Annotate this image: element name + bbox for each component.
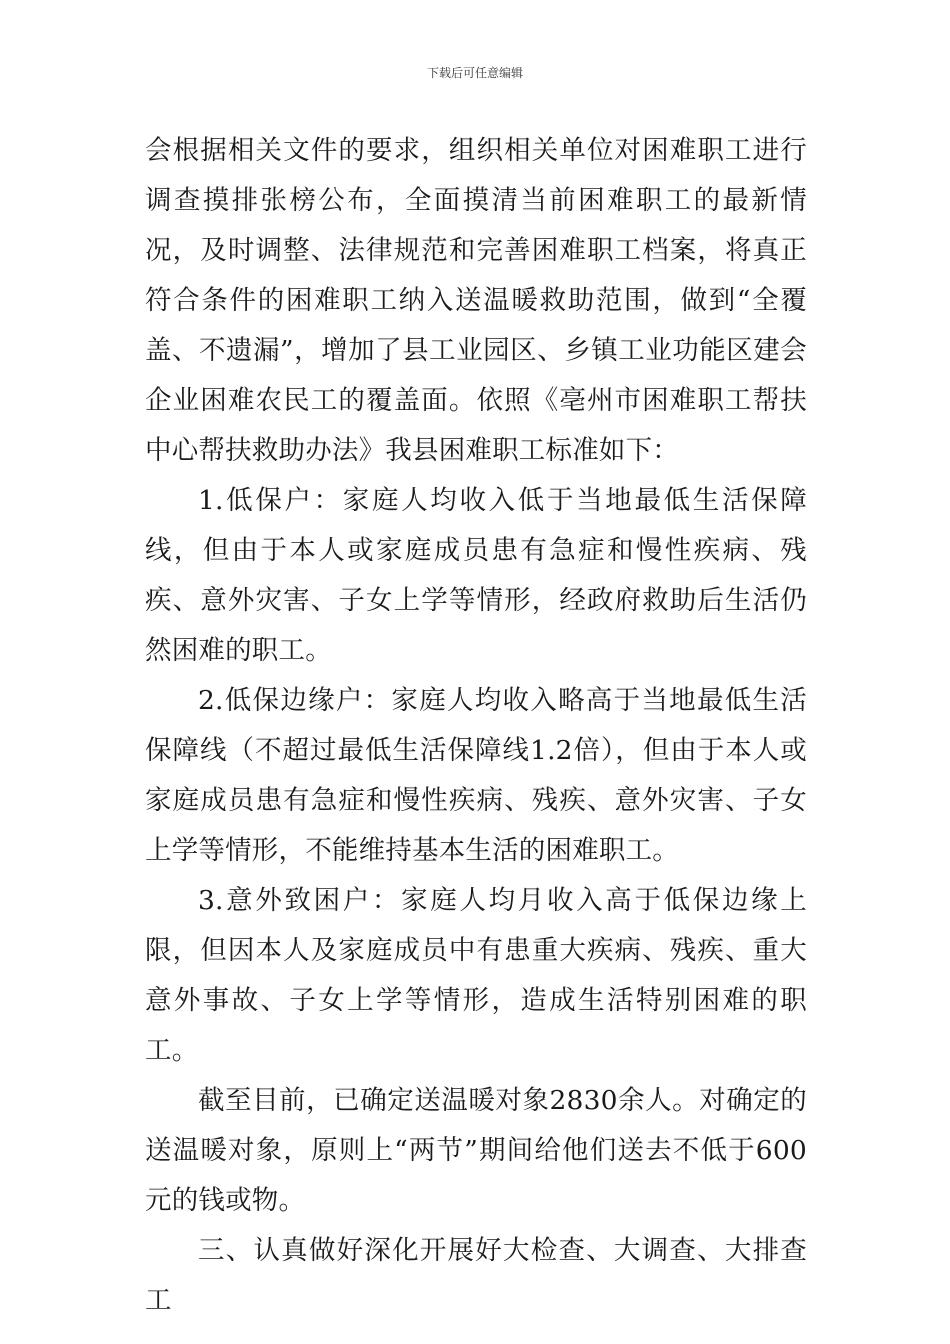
paragraph-continuation: 会根据相关文件的要求，组织相关单位对困难职工进行调查摸排张榜公布，全面摸清当前困难职工的最新情况，及时调整、法律规范和完善困难职工档案，将真正符合条件的困难职工纳入送温暖救助范围，做到“全覆盖、不遗漏”，增加了县工业园区、乡镇工业功能区建会企业困难农民工的覆盖面。依照《亳州市困难职工帮扶中心帮扶救助办法》我县困难职工标准如下： bbox=[145, 135, 807, 466]
page-header: 下载后可任意编辑 bbox=[426, 66, 523, 80]
paragraph-item-2: 2.低保边缘户：家庭人均收入略高于当地最低生活保障线（不超过最低生活保障线1.2倍），但由于本人或家庭成员患有急症和慢性疾病、残疾、意外灾害、子女上学等情形，不能维持基本生活的困难职工。 bbox=[145, 685, 807, 866]
paragraph-summary: 截至目前，已确定送温暖对象2830余人。对确定的送温暖对象，原则上“两节”期间给他们送去不低于600元的钱或物。 bbox=[145, 1085, 807, 1216]
document-body bbox=[145, 126, 807, 1326]
paragraph-item-3: 3.意外致困户：家庭人均月收入高于低保边缘上限，但因本人及家庭成员中有患重大疾病、残疾、重大意外事故、子女上学等情形，造成生活特别困难的职工。 bbox=[145, 885, 807, 1066]
paragraph-item-1: 1.低保户：家庭人均收入低于当地最低生活保障线，但由于本人或家庭成员患有急症和慢性疾病、残疾、意外灾害、子女上学等情形，经政府救助后生活仍然困难的职工。 bbox=[145, 485, 807, 666]
paragraph-section-heading: 三、认真做好深化开展好大检查、大调查、大排查工 bbox=[145, 1235, 807, 1316]
